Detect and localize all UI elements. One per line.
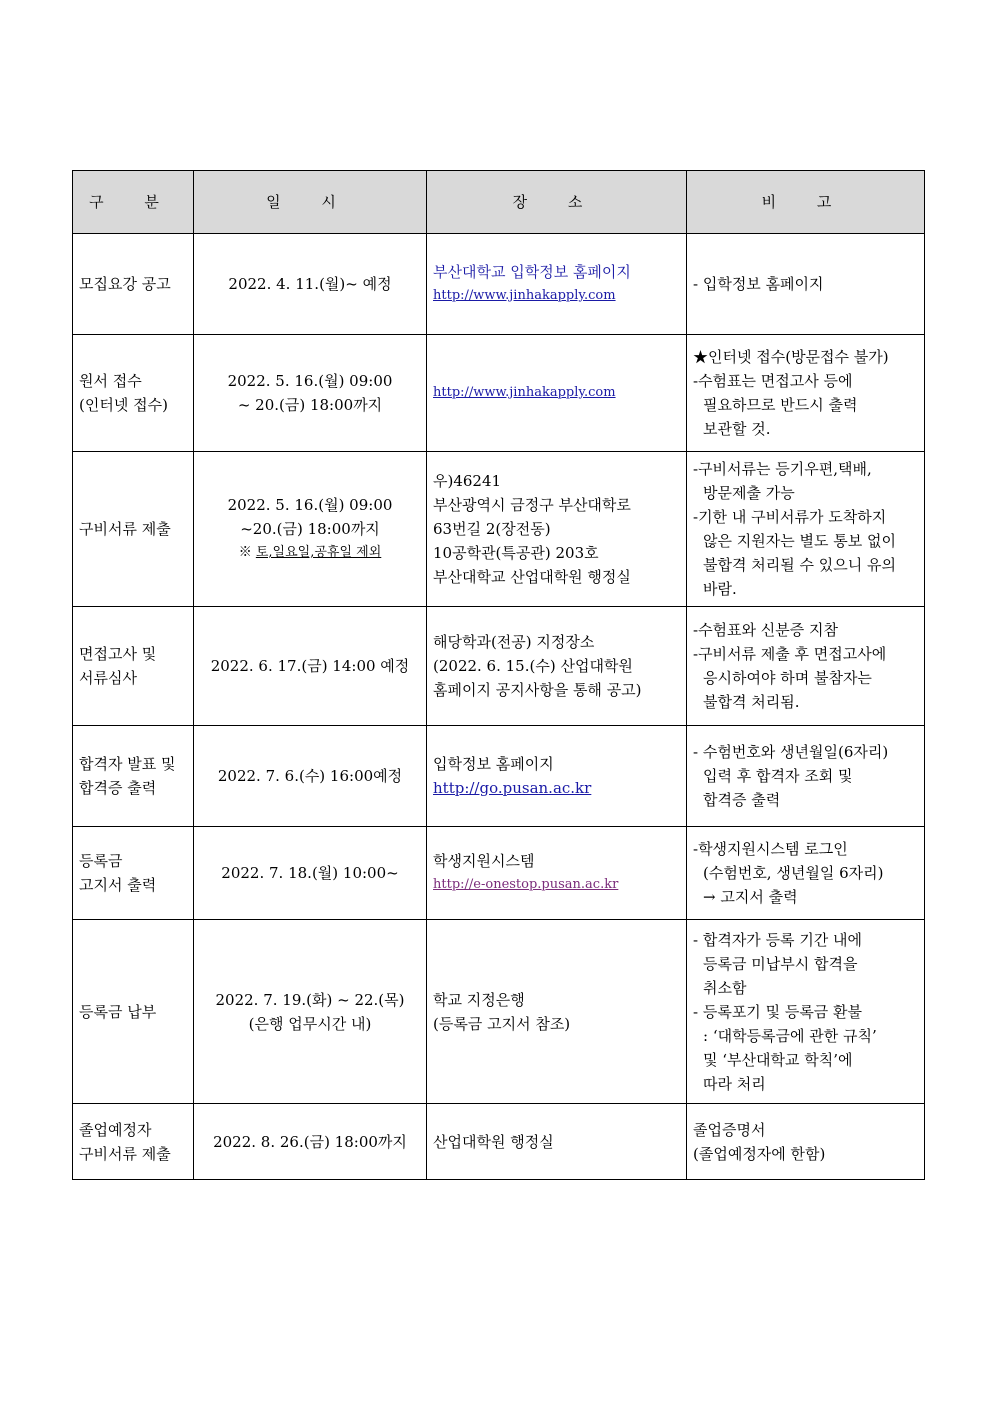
place-cell: 산업대학원 행정실 bbox=[427, 1104, 687, 1180]
category-cell: 구비서류 제출 bbox=[73, 452, 194, 607]
header-date: 일 시 bbox=[194, 171, 427, 234]
date-cell: 2022. 5. 16.(월) 09:00 ~ 20.(금) 18:00까지 bbox=[194, 335, 427, 452]
place-cell: 부산대학교 입학정보 홈페이지 http://www.jinhakapply.com bbox=[427, 234, 687, 335]
place-cell: 우)46241 부산광역시 금정구 부산대학로 63번길 2(장전동) 10공학관(특공관) 203호 부산대학교 산업대학원 행정실 bbox=[427, 452, 687, 607]
header-place: 장 소 bbox=[427, 171, 687, 234]
date-cell: 2022. 8. 26.(금) 18:00까지 bbox=[194, 1104, 427, 1180]
date-cell: 2022. 7. 19.(화) ~ 22.(목) (은행 업무시간 내) bbox=[194, 920, 427, 1104]
date-cell: 2022. 7. 6.(수) 16:00예정 bbox=[194, 726, 427, 827]
jinhakapply-link[interactable]: http://www.jinhakapply.com bbox=[433, 288, 616, 303]
category-cell: 면접고사 및 서류심사 bbox=[73, 607, 194, 726]
place-cell: 학생지원시스템 http://e-onestop.pusan.ac.kr bbox=[427, 827, 687, 920]
category-cell: 등록금 고지서 출력 bbox=[73, 827, 194, 920]
table-row bbox=[73, 335, 925, 452]
category-cell: 졸업예정자 구비서류 제출 bbox=[73, 1104, 194, 1180]
place-cell: 입학정보 홈페이지 http://go.pusan.ac.kr bbox=[427, 726, 687, 827]
reference-mark: ※ bbox=[238, 545, 252, 560]
header-category: 구 분 bbox=[73, 171, 194, 234]
table-row bbox=[73, 1104, 925, 1180]
place-cell: 학교 지정은행 (등록금 고지서 참조) bbox=[427, 920, 687, 1104]
date-cell: 2022. 6. 17.(금) 14:00 예정 bbox=[194, 607, 427, 726]
date-cell: 2022. 7. 18.(월) 10:00~ bbox=[194, 827, 427, 920]
note-cell: 졸업증명서 (졸업예정자에 한함) bbox=[687, 1104, 925, 1180]
note-cell: -구비서류는 등기우편,택배, 방문제출 가능 -기한 내 구비서류가 도착하지 않은 지원자는 별도 통보 없이 불합격 처리될 수 있으니 유의 바람. bbox=[687, 452, 925, 607]
table-row bbox=[73, 234, 925, 335]
note-cell: - 입학정보 홈페이지 bbox=[687, 234, 925, 335]
place-cell bbox=[427, 335, 687, 452]
go-pusan-link[interactable]: http://go.pusan.ac.kr bbox=[433, 779, 592, 797]
schedule-table bbox=[72, 170, 925, 1180]
note-cell: -수험표와 신분증 지참 -구비서류 제출 후 면접고사에 응시하여야 하며 불참자는 불합격 처리됨. bbox=[687, 607, 925, 726]
note-cell: -학생지원시스템 로그인 (수험번호, 생년월일 6자리) → 고지서 출력 bbox=[687, 827, 925, 920]
header-row bbox=[73, 171, 925, 234]
table-row bbox=[73, 726, 925, 827]
header-note: 비 고 bbox=[687, 171, 925, 234]
date-exception-note: ※ 토,일요일,공휴일 제외 bbox=[238, 545, 382, 560]
e-onestop-link[interactable]: http://e-onestop.pusan.ac.kr bbox=[433, 877, 619, 892]
table-row bbox=[73, 827, 925, 920]
category-cell: 합격자 발표 및 합격증 출력 bbox=[73, 726, 194, 827]
category-cell: 원서 접수 (인터넷 접수) bbox=[73, 335, 194, 452]
category-cell: 등록금 납부 bbox=[73, 920, 194, 1104]
note-cell: - 합격자가 등록 기간 내에 등록금 미납부시 합격을 취소함 - 등록포기 및 등록금 환불 : ‘대학등록금에 관한 규칙’ 및 ‘부산대학교 학칙’에 따라 처리 bbox=[687, 920, 925, 1104]
category-cell: 모집요강 공고 bbox=[73, 234, 194, 335]
table-row bbox=[73, 452, 925, 607]
note-cell: - 수험번호와 생년월일(6자리) 입력 후 합격자 조회 및 합격증 출력 bbox=[687, 726, 925, 827]
place-cell: 해당학과(전공) 지정장소 (2022. 6. 15.(수) 산업대학원 홈페이지 공지사항을 통해 공고) bbox=[427, 607, 687, 726]
jinhakapply-link[interactable]: http://www.jinhakapply.com bbox=[433, 385, 616, 400]
date-cell: 2022. 5. 16.(월) 09:00 ~20.(금) 18:00까지 ※ 토,일요일,공휴일 제외 bbox=[194, 452, 427, 607]
table-row bbox=[73, 920, 925, 1104]
note-cell: ★인터넷 접수(방문접수 불가) -수험표는 면접고사 등에 필요하므로 반드시 출력 보관할 것. bbox=[687, 335, 925, 452]
table-row bbox=[73, 607, 925, 726]
date-cell: 2022. 4. 11.(월)~ 예정 bbox=[194, 234, 427, 335]
